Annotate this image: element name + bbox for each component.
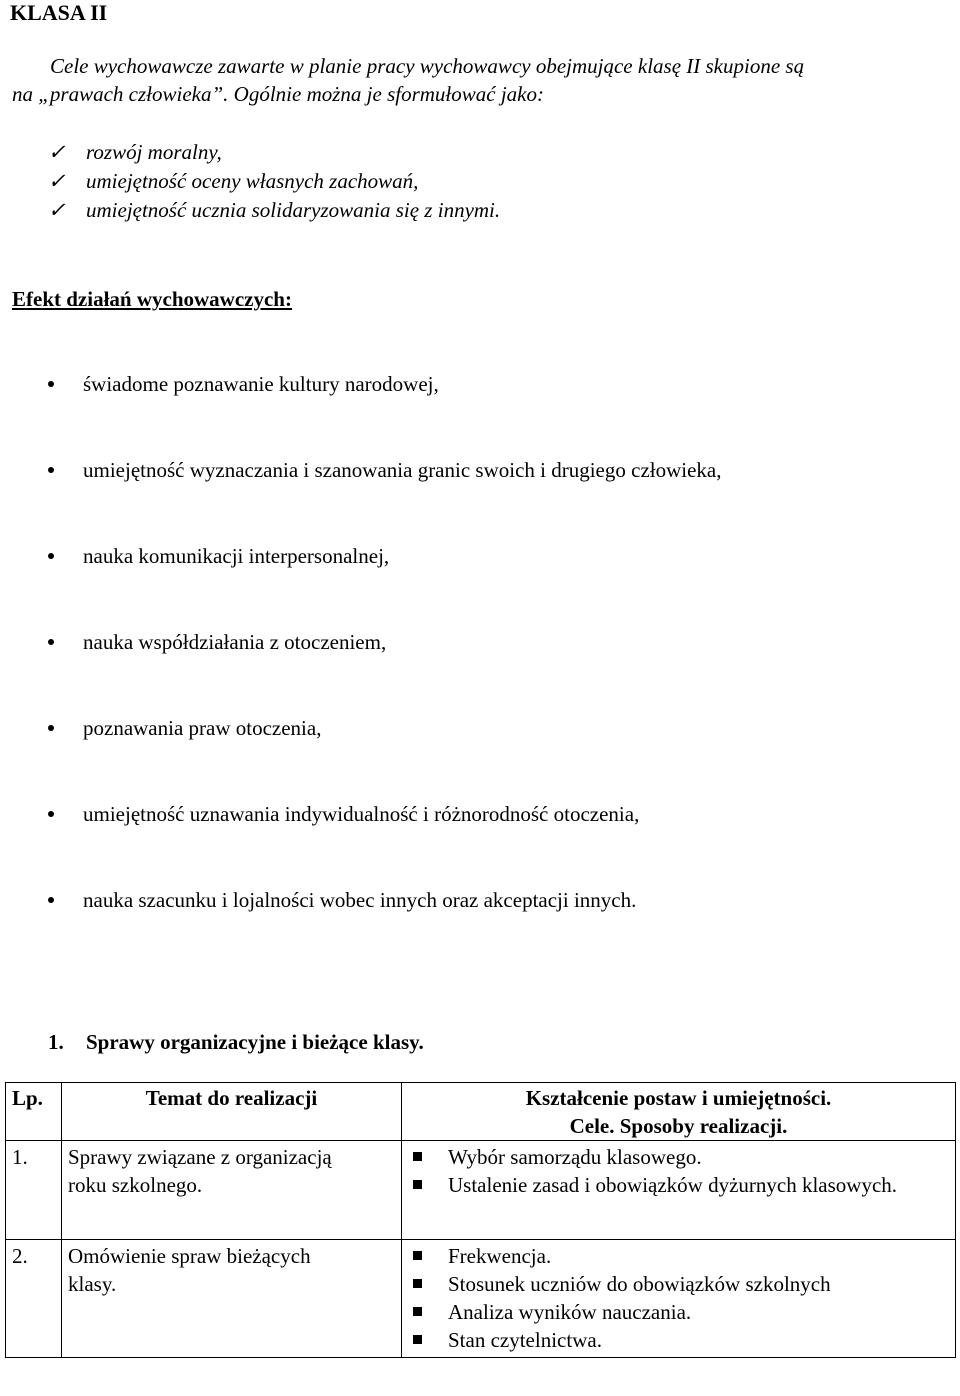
bullet-icon: [48, 725, 54, 731]
square-bullet-icon: [413, 1307, 422, 1316]
effect-item-label: umiejętność wyznaczania i szanowania granic swoich i drugiego człowieka,: [83, 458, 722, 482]
list-item-label: Wybór samorządu klasowego.: [448, 1145, 702, 1169]
check-item-label: umiejętność ucznia solidaryzowania się z innymi.: [86, 198, 501, 222]
effect-item-label: nauka współdziałania z otoczeniem,: [83, 630, 387, 654]
square-bullet-icon: [413, 1152, 422, 1161]
row-items: [402, 1141, 956, 1240]
checkmark-icon: ✓: [48, 169, 66, 193]
square-bullet-icon: [413, 1251, 422, 1260]
section-title: [48, 1028, 424, 1056]
effect-item: [48, 370, 439, 398]
bullet-icon: [48, 467, 54, 473]
header-lp: Lp.: [6, 1083, 62, 1141]
row-topic-line-2: roku szkolnego.: [68, 1173, 203, 1197]
square-bullet-icon: [413, 1279, 422, 1288]
list-item: [408, 1298, 949, 1326]
row-items: [402, 1240, 956, 1358]
row-lp: 1.: [6, 1141, 62, 1240]
bullet-icon: [48, 553, 54, 559]
check-item: [48, 167, 418, 195]
header-skills-line-1: Kształcenie postaw i umiejętności.: [525, 1086, 832, 1110]
list-item-label: Frekwencja.: [448, 1244, 552, 1268]
bullet-icon: [48, 811, 54, 817]
list-item-label: Analiza wyników nauczania.: [448, 1300, 692, 1324]
bullet-icon: [48, 639, 54, 645]
list-item-label: Ustalenie zasad i obowiązków dyżurnych klasowych.: [448, 1173, 898, 1197]
effect-item-label: nauka szacunku i lojalności wobec innych oraz akceptacji innych.: [83, 888, 637, 912]
check-item: [48, 138, 222, 166]
header-skills-line-2: Cele. Sposoby realizacji.: [569, 1114, 788, 1138]
row-topic-line-1: Sprawy związane z organizacją: [68, 1145, 332, 1169]
list-item: [408, 1171, 949, 1199]
row-topic-line-1: Omówienie spraw bieżących: [68, 1244, 311, 1268]
bullet-icon: [48, 381, 54, 387]
effect-item-label: umiejętność uznawania indywidualność i różnorodność otoczenia,: [83, 802, 640, 826]
header-topic: Temat do realizacji: [62, 1083, 402, 1141]
effect-item-label: poznawania praw otoczenia,: [83, 716, 322, 740]
list-item-label: Stan czytelnictwa.: [448, 1328, 602, 1352]
effect-item: [48, 456, 722, 484]
effect-item-label: nauka komunikacji interpersonalnej,: [83, 544, 390, 568]
list-item: [408, 1326, 949, 1354]
row-topic: [62, 1240, 402, 1358]
list-item: [408, 1270, 949, 1298]
intro-line-1: Cele wychowawcze zawarte w planie pracy wychowawcy obejmujące klasę II skupione są: [50, 54, 805, 78]
effect-item: [48, 714, 321, 742]
section-number: 1.: [48, 1030, 64, 1054]
checkmark-icon: ✓: [48, 140, 66, 164]
row-lp: 2.: [6, 1240, 62, 1358]
checkmark-icon: ✓: [48, 198, 66, 222]
table-row: [6, 1141, 956, 1240]
table-header-row: [6, 1083, 956, 1141]
page-heading: KLASA II: [10, 0, 108, 25]
effects-heading: Efekt działań wychowawczych:: [12, 287, 292, 311]
check-item-label: umiejętność oceny własnych zachowań,: [86, 169, 419, 193]
check-item: [48, 196, 500, 224]
table-row: [6, 1240, 956, 1358]
list-item: [408, 1143, 949, 1171]
section-title-text: Sprawy organizacyjne i bieżące klasy.: [86, 1030, 424, 1054]
list-item-label: Stosunek uczniów do obowiązków szkolnych: [448, 1272, 831, 1296]
square-bullet-icon: [413, 1335, 422, 1344]
intro-line-2: na „prawach człowieka”. Ogólnie można je sformułować jako:: [12, 82, 544, 106]
effect-item: [48, 542, 389, 570]
effect-item: [48, 886, 636, 914]
effect-item: [48, 800, 639, 828]
header-skills: [402, 1083, 956, 1141]
check-item-label: rozwój moralny,: [86, 140, 222, 164]
plan-table: [5, 1082, 956, 1358]
row-topic-line-2: klasy.: [68, 1272, 117, 1296]
list-item: [408, 1242, 949, 1270]
effect-item: [48, 628, 386, 656]
row-topic: [62, 1141, 402, 1240]
square-bullet-icon: [413, 1180, 422, 1189]
bullet-icon: [48, 897, 54, 903]
effect-item-label: świadome poznawanie kultury narodowej,: [83, 372, 439, 396]
